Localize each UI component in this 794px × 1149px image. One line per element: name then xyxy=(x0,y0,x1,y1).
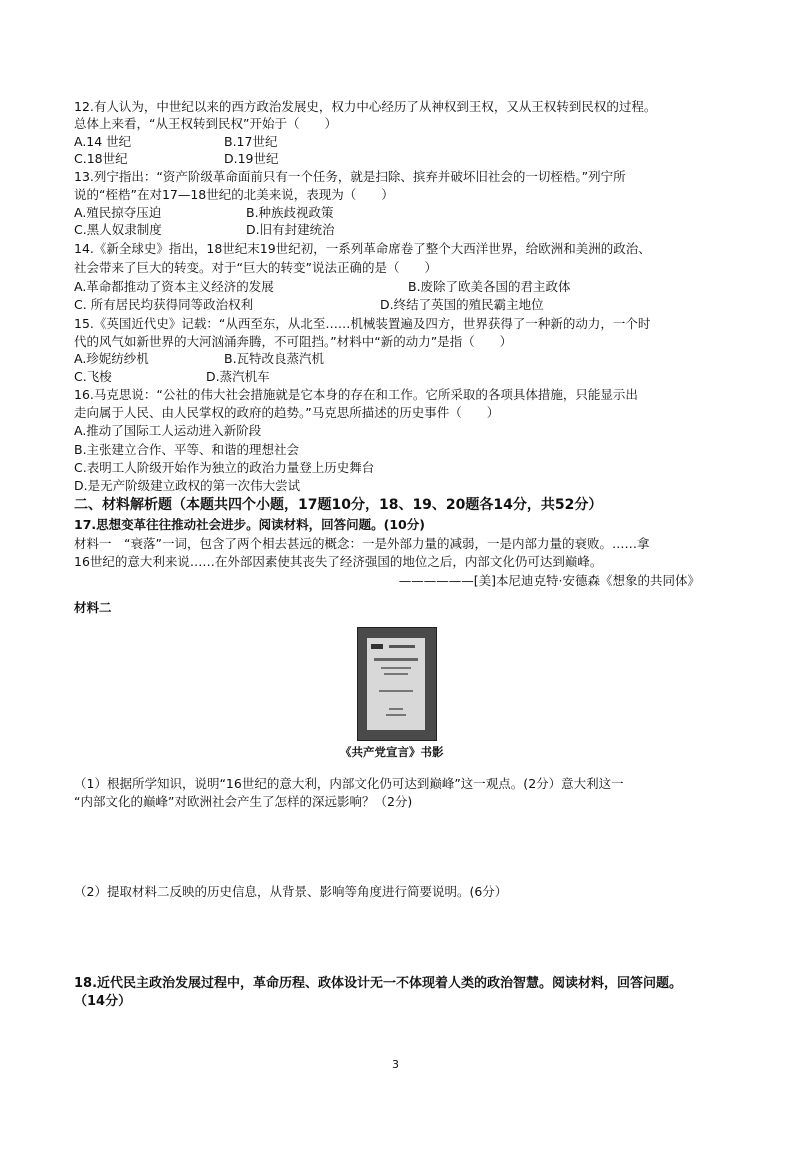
manifesto-cover-image xyxy=(357,627,437,741)
q13-stem-line2: 说的“桎梏”在对17—18世纪的北美来说，表现为（ ） xyxy=(74,187,394,202)
q17-part2: （2）提取材料二反映的历史信息，从背景、影响等角度进行简要说明。(6分） xyxy=(74,884,508,899)
q14-option-c: C. 所有居民均获得同等政治权利 xyxy=(74,297,254,312)
figure-caption: 《共产党宣言》书影 xyxy=(340,745,444,759)
q18-stem-line2: （14分） xyxy=(74,994,132,1009)
q13-option-b: B.种族歧视政策 xyxy=(246,205,334,220)
q16-option-d: D.是无产阶级建立政权的第一次伟大尝试 xyxy=(74,478,301,493)
q15-option-a: A.珍妮纺纱机 xyxy=(74,351,149,366)
q16-option-a: A.推动了国际工人运动进入新阶段 xyxy=(74,423,262,438)
q14-stem-line1: 14.《新全球史》指出，18世纪末19世纪初，一系列革命席卷了整个大西洋世界，给欧洲和美洲的政治、 xyxy=(74,241,651,256)
q18-stem-line1: 18.近代民主政治发展过程中，革命历程、政体设计无一不体现着人类的政治智慧。阅读材料，回答问题。 xyxy=(74,976,683,991)
q17-part1-line2: “内部文化的巅峰”对欧洲社会产生了怎样的深远影响？（2分) xyxy=(74,794,413,809)
q12-stem-line1: 12.有人认为，中世纪以来的西方政治发展史，权力中心经历了从神权到王权，又从王权转到民权的过程。 xyxy=(74,99,657,114)
q13-option-a: A.殖民掠夺压迫 xyxy=(74,205,162,220)
q13-option-d: D.旧有封建统治 xyxy=(246,222,335,237)
q16-option-b: B.主张建立合作、平等、和谐的理想社会 xyxy=(74,442,300,457)
page-number: 3 xyxy=(392,1058,399,1071)
q17-material2-label: 材料二 xyxy=(74,600,112,615)
section-heading: 二、材料解析题（本题共四个小题，17题10分，18、19、20题各14分，共52分） xyxy=(74,497,603,513)
q16-option-c: C.表明工人阶级开始作为独立的政治力量登上历史舞台 xyxy=(74,460,375,475)
q14-option-a: A.革命都推动了资本主义经济的发展 xyxy=(74,279,274,294)
q13-stem-line1: 13.列宁指出：“资产阶级革命面前只有一个任务，就是扫除、摈弃并破坏旧社会的一切桎梏。”列宁所 xyxy=(74,169,626,184)
q14-option-b: B.废除了欧美各国的君主政体 xyxy=(408,279,571,294)
q14-option-d: D.终结了英国的殖民霸主地位 xyxy=(380,297,544,312)
q15-option-d: D.蒸汽机车 xyxy=(206,369,270,384)
q15-option-c: C.飞梭 xyxy=(74,369,112,384)
q12-stem-line2: 总体上来看，“从王权转到民权”开始于（ ） xyxy=(74,116,337,131)
q17-material1-line1: 材料一 “衰落”一词，包含了两个相去甚远的概念：一是外部力量的减弱，一是内部力量的衰败。……拿 xyxy=(74,536,650,551)
q17-part1-line1: （1）根据所学知识，说明“16世纪的意大利，内部文化仍可达到巅峰”这一观点。(2分）意大利这一 xyxy=(74,776,624,791)
q17-stem: 17.思想变革往往推动社会进步。阅读材料，回答问题。(10分) xyxy=(74,517,425,532)
q12-option-d: D.19世纪 xyxy=(224,151,279,166)
q13-option-c: C.黑人奴隶制度 xyxy=(74,222,162,237)
q12-option-c: C.18世纪 xyxy=(74,151,128,166)
q12-option-a: A.14 世纪 xyxy=(74,134,132,149)
q15-stem-line2: 代的风气如新世界的大河汹涌奔腾，不可阻挡。”材料中“新的动力”是指（ ） xyxy=(74,334,513,349)
q15-option-b: B.瓦特改良蒸汽机 xyxy=(224,351,325,366)
q17-material1-source: ——————[美]本尼迪克特·安德森《想象的共同体》 xyxy=(398,573,700,588)
q15-stem-line1: 15.《英国近代史》记载：“从西至东，从北至……机械装置遍及四方，世界获得了一种新的动力，一个时 xyxy=(74,316,651,331)
q17-material1-line2: 16世纪的意大利来说……在外部因素使其丧失了经济强国的地位之后，内部文化仍可达到巅峰。 xyxy=(74,554,603,569)
q16-stem-line1: 16.马克思说：“公社的伟大社会措施就是它本身的存在和工作。它所采取的各项具体措施，只能显示出 xyxy=(74,387,638,402)
q12-option-b: B.17世纪 xyxy=(224,134,278,149)
q16-stem-line2: 走向属于人民、由人民掌权的政府的趋势。”马克思所描述的历史事件（ ） xyxy=(74,405,500,420)
q14-stem-line2: 社会带来了巨大的转变。对于“巨大的转变”说法正确的是（ ） xyxy=(74,260,437,275)
